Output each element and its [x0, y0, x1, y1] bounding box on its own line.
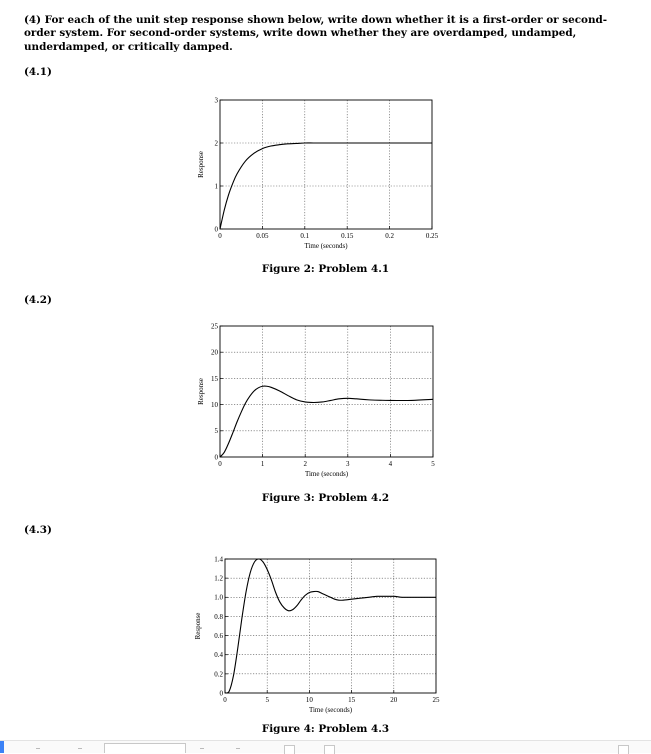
- toolbar-checkbox[interactable]: [324, 745, 335, 754]
- x-tick-label: 0.1: [300, 232, 310, 240]
- y-tick-label: 0.6: [214, 631, 223, 640]
- x-axis-label: Time (seconds): [304, 242, 348, 250]
- y-tick-label: 25: [211, 322, 218, 331]
- figure-caption-4-3: Figure 4: Problem 4.3: [261, 723, 390, 735]
- y-tick-label: 0.2: [214, 670, 223, 679]
- step-response-plot-4-2: [0, 318, 651, 490]
- y-axis-label: Response: [197, 151, 205, 178]
- response-curve: [220, 386, 433, 457]
- y-tick-label: 0: [219, 689, 223, 698]
- x-tick-label: 3: [346, 460, 350, 468]
- response-curve: [225, 559, 436, 693]
- step-response-plot-4-1: [0, 92, 651, 262]
- y-tick-label: 0.8: [214, 612, 223, 621]
- plot-frame: [225, 559, 436, 693]
- y-tick-label: 5: [214, 427, 218, 436]
- y-tick-label: 0.4: [214, 651, 223, 660]
- x-tick-label: 10: [305, 696, 313, 704]
- figure-caption-4-2: Figure 3: Problem 4.2: [261, 492, 390, 504]
- x-tick-label: 0: [218, 460, 222, 468]
- x-tick-label: 0.25: [425, 232, 439, 240]
- part-label-4-3: (4.3): [24, 524, 52, 536]
- y-tick-label: 20: [211, 348, 218, 357]
- x-tick-label: 25: [432, 696, 440, 704]
- x-tick-label: 5: [431, 460, 435, 468]
- y-axis-label: Response: [197, 378, 205, 405]
- x-tick-label: 2: [303, 460, 307, 468]
- y-tick-label: 2: [214, 139, 218, 148]
- x-tick-label: 0: [218, 232, 222, 240]
- part-label-4-2: (4.2): [24, 294, 52, 306]
- x-tick-label: 0: [223, 696, 227, 704]
- y-tick-label: 1: [214, 182, 218, 191]
- step-response-plot-4-3: [0, 553, 651, 723]
- x-tick-label: 15: [348, 696, 356, 704]
- figure-caption-4-1: Figure 2: Problem 4.1: [261, 263, 390, 275]
- toolbar-checkbox[interactable]: [618, 745, 629, 754]
- y-tick-label: 1.4: [214, 555, 223, 564]
- y-tick-label: 1.0: [214, 593, 223, 602]
- x-tick-label: 0.2: [385, 232, 394, 240]
- toolbar-checkbox[interactable]: [284, 745, 295, 754]
- x-tick-label: 4: [388, 460, 393, 468]
- part-label-4-1: (4.1): [24, 66, 52, 78]
- y-tick-label: 15: [211, 374, 218, 383]
- x-tick-label: 0.05: [256, 232, 269, 240]
- plot-frame: [220, 100, 432, 229]
- toolbar-dot: [78, 748, 82, 749]
- bottom-toolbar: [0, 740, 651, 753]
- y-tick-label: 0: [214, 225, 218, 234]
- x-axis-label: Time (seconds): [308, 706, 353, 714]
- y-tick-label: 1.2: [214, 574, 223, 583]
- question-text: (4) For each of the unit step response shown below, write down whether it is a first-order or second-order system. For second-order systems, write down whether they are overdamped, undamped, underdamped, or critically damped.: [24, 14, 608, 53]
- toolbar-dot: [236, 748, 240, 749]
- toolbar-accent: [0, 741, 4, 753]
- plot-frame: [220, 326, 433, 457]
- x-tick-label: 0.15: [341, 232, 354, 240]
- y-axis-label: Response: [194, 612, 202, 640]
- y-tick-label: 3: [214, 96, 218, 105]
- y-tick-label: 0: [214, 453, 218, 462]
- x-tick-label: 5: [265, 696, 269, 704]
- toolbar-dot: [36, 748, 40, 749]
- x-axis-label: Time (seconds): [304, 470, 349, 478]
- x-tick-label: 20: [390, 696, 398, 704]
- y-tick-label: 10: [211, 401, 218, 409]
- toolbar-dot: [200, 748, 204, 749]
- x-tick-label: 1: [260, 460, 265, 468]
